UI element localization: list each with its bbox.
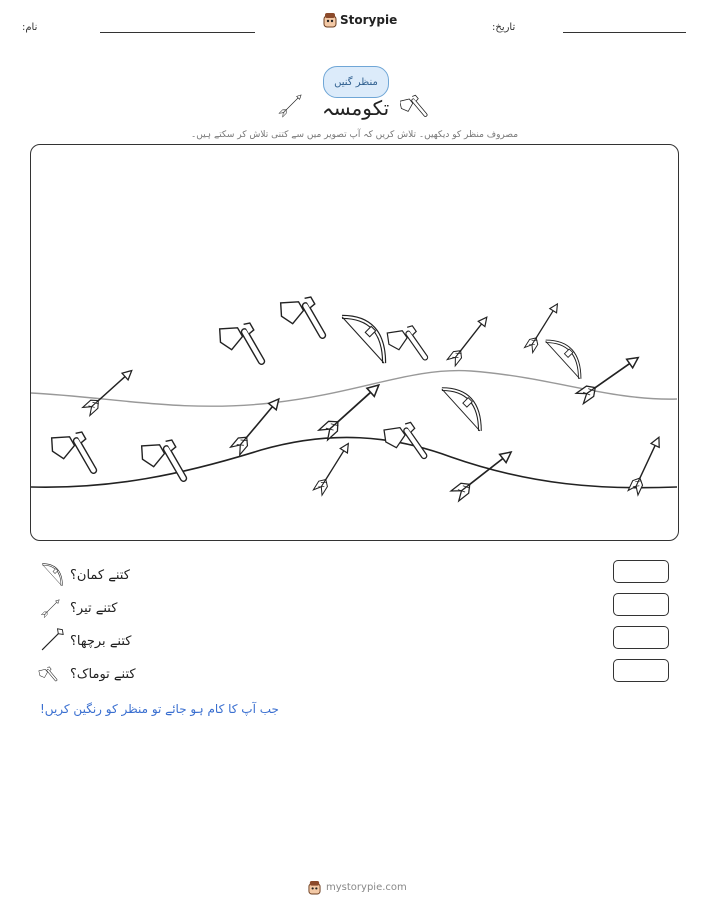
date-label: تاریخ: — [492, 22, 516, 33]
axe-icon — [136, 431, 192, 494]
spear-icon — [38, 627, 64, 655]
logo — [323, 12, 397, 28]
arrow-icon — [525, 301, 562, 352]
arrow-icon — [447, 314, 491, 366]
scene-frame — [30, 144, 679, 541]
coloring-note: جب آپ کا کام ہو جائے تو منظر کو رنگین کریں! — [40, 702, 279, 716]
scene-drawing — [31, 145, 677, 539]
bow-icon — [442, 389, 480, 431]
answer-box-arrows[interactable] — [613, 593, 669, 616]
footer-site[interactable]: mystorypie.com — [326, 882, 407, 893]
question-text: کتنے برچھا؟ — [70, 633, 132, 649]
foreground-hill-line — [31, 437, 677, 487]
question-text: کتنے کمان؟ — [70, 567, 130, 583]
question-spears — [38, 627, 131, 655]
arrow-icon — [628, 435, 664, 495]
bow-icon — [38, 561, 64, 589]
axe-icon — [38, 660, 64, 688]
arrow-icon — [451, 447, 515, 501]
name-label: نام: — [22, 22, 38, 33]
footer — [308, 880, 407, 895]
title-arrow-icon — [274, 90, 308, 120]
axe-icon — [275, 288, 331, 351]
answer-box-bows[interactable] — [613, 560, 669, 583]
axe-icon — [214, 314, 270, 377]
arrow-icon — [38, 594, 64, 622]
arrow-icon — [83, 367, 136, 416]
date-field[interactable] — [563, 32, 686, 33]
bow-icon — [342, 317, 384, 363]
storypie-logo-icon — [308, 880, 321, 895]
bow-icon — [546, 341, 580, 378]
question-arrows — [38, 594, 117, 622]
count-badge: منظر گنیں — [323, 66, 389, 98]
arrow-icon — [576, 352, 642, 403]
axe-icon — [46, 423, 102, 486]
name-field[interactable] — [100, 32, 255, 33]
instructions: مصروف منظر کو دیکھیں۔ تلاش کریں کہ آپ تصویر میں سے کتنی تلاش کر سکتے ہیں۔ — [190, 130, 519, 140]
page-title: تکومسہ — [322, 96, 390, 120]
question-bows — [38, 561, 130, 589]
title-axe-icon — [400, 88, 436, 124]
question-text: کتنے تیر؟ — [70, 600, 118, 616]
answer-box-axes[interactable] — [613, 659, 669, 682]
storypie-logo-icon — [323, 12, 337, 28]
logo-text: Storypie — [340, 13, 398, 27]
answer-box-spears[interactable] — [613, 626, 669, 649]
axe-icon — [383, 319, 433, 372]
question-text: کتنے توماک؟ — [70, 666, 136, 682]
arrow-icon — [313, 441, 352, 495]
question-axes — [38, 660, 136, 688]
